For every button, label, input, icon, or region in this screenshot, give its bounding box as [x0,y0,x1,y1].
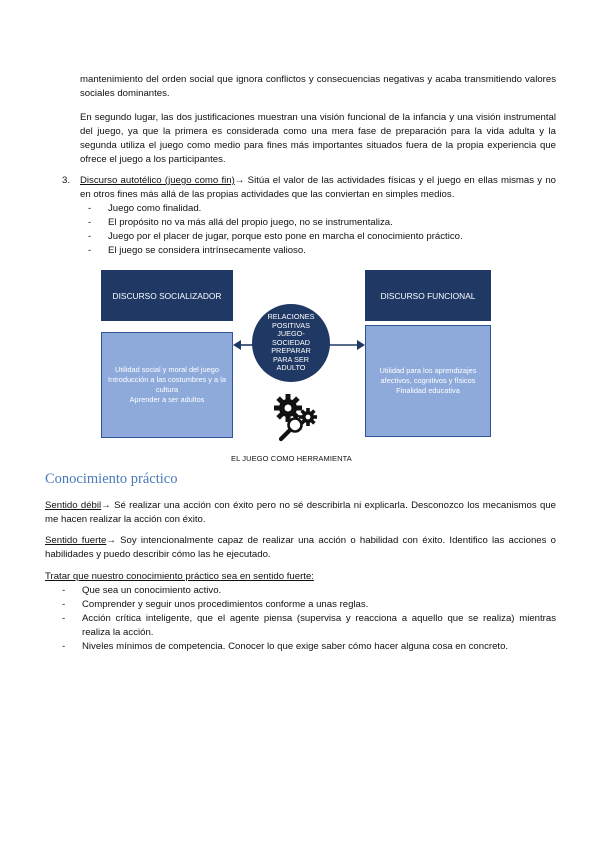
socializer-title: DISCURSO SOCIALIZADOR [112,290,222,301]
functional-title: DISCURSO FUNCIONAL [380,290,476,301]
center-line: POSITIVAS [272,320,310,330]
functional-content-box [365,325,491,437]
strong-sense-text: → Soy intencionalmente capaz de realizar una acción o habilidad con éxito. Identifico las acciones o habilidades y puedo describir cómo las he ejecutado. [45,535,556,560]
center-line: RELACIONES [267,311,315,321]
list-item: - Que sea un conocimiento activo. [62,584,556,598]
functional-line: Finalidad educativa [396,386,460,395]
strong-bullet-list [62,584,556,654]
functional-line: Utilidad para los aprendizajes afectivos, cognitivos y físicos [379,366,477,385]
socializer-line: Introducción a las costumbres y a la cultura [108,375,226,394]
center-line: PARA SER [273,354,309,364]
socializer-line: Aprender a ser adultos [129,395,205,404]
weak-sense-paragraph [45,499,556,527]
strong-sense-label: Sentido fuerte [45,535,107,546]
center-line: PREPARAR [271,346,311,356]
item-3-text: → Sitúa el valor de las actividades físicas y el juego en ellas mismas y no en otros fines más allá de las propias actividades que las conviertan en simples medios. [80,175,556,200]
list-item: - Acción crítica inteligente, que el agente piensa (supervisa y reacciona a aquello que se realiza) mientras realiza la acción. [62,612,556,640]
weak-sense-label: Sentido débil [45,500,102,511]
item-3-bullet-list [88,202,548,258]
center-circle [252,304,330,382]
paragraph-justifications: En segundo lugar, las dos justificaciones muestran una visión funcional de la infancia y una visión instrumental del juego, ya que la primera es considerada como una mera fase de preparación para la vida adulta y la segunda utiliza el juego como medio para fines más importantes situados fuera de la propia experiencia que ofrece el juego a los participantes. [80,112,556,165]
center-line: JUEGO- [277,329,305,339]
list-item: - El propósito no va más allá del propio juego, no se instrumentaliza. [88,216,548,230]
list-item: - Comprender y seguir unos procedimientos conforme a unas reglas. [62,598,556,612]
functional-title-box [365,270,491,321]
list-item: - Niveles mínimos de competencia. Conocer lo que exige saber cómo hacer alguna cosa en concreto. [62,640,556,654]
strong-sense-paragraph [45,534,556,562]
strong-list-title: Tratar que nuestro conocimiento práctico sea en sentido fuerte: [45,571,314,582]
weak-sense-text: → Sé realizar una acción con éxito pero no sé describirla ni explicarla. Desconozco los mecanismos que me hacen realizar la acción con éxito. [45,500,556,525]
right-arrow-icon [329,339,365,351]
center-line: ADULTO [276,363,306,373]
section-heading: Conocimiento práctico [45,471,178,487]
list-item: - El juego se considera intrínsecamente valioso. [88,244,548,258]
item-3-number: 3. [62,175,71,186]
item-3-paragraph [80,174,556,202]
paragraph-continuation: mantenimiento del orden social que ignora conflictos y consecuencias negativas y acaba transmitiendo valores sociales dominantes. [80,74,556,99]
list-item: - Juego por el placer de jugar, porque esto pone en marcha el conocimiento práctico. [88,230,548,244]
socializer-line: Utilidad social y moral del juego [115,365,219,374]
item-3-title: Discurso autotélico (juego como fin) [80,175,235,186]
socializer-content-box [101,332,233,438]
socializer-title-box [101,270,233,321]
center-line: SOCIEDAD [271,337,311,347]
list-item: - Juego como finalidad. [88,202,548,216]
diagram-caption: EL JUEGO COMO HERRAMIENTA [231,454,352,463]
gears-magnifier-icon [268,391,322,445]
